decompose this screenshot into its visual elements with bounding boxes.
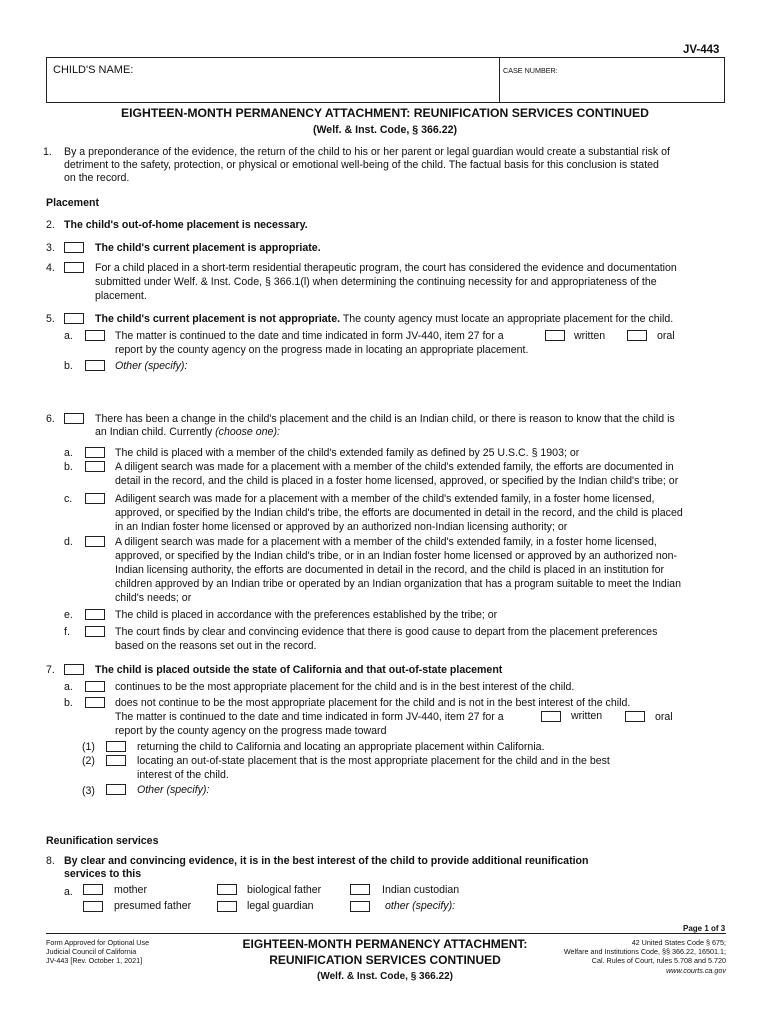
item-6d-checkbox[interactable] — [85, 536, 105, 547]
item-1-line: By a preponderance of the evidence, the return of the child to his or her parent or legal guardian would create a substantial risk of — [64, 146, 670, 158]
legal-guardian-label: legal guardian — [247, 900, 314, 912]
item-3-checkbox[interactable] — [64, 242, 84, 253]
item-6-line: There has been a change in the child's placement and the child is an Indian child, or there is reason to know that the child is — [95, 413, 675, 425]
item-7b2-line: interest of the child. — [137, 769, 229, 781]
item-6e-checkbox[interactable] — [85, 609, 105, 620]
footer-right-line: Cal. Rules of Court, rules 5.708 and 5.720 — [591, 956, 726, 965]
item-7b3-text: Other (specify): — [137, 784, 210, 796]
item-7b2-line: locating an out-of-state placement that is the most appropriate placement for the child and in the best — [137, 755, 610, 767]
item-5a-label: a. — [64, 330, 73, 342]
item-7-number: 7. — [46, 664, 55, 676]
item-6a-label: a. — [64, 447, 73, 459]
item-6b-checkbox[interactable] — [85, 461, 105, 472]
item-5-text: The child's current placement is not appropriate. The county agency must locate an appropriate placement for the child. — [95, 313, 674, 325]
item-6b-label: b. — [64, 461, 73, 473]
footer-title-line: EIGHTEEN-MONTH PERMANENCY ATTACHMENT: — [242, 937, 528, 951]
item-5b-text: Other (specify): — [115, 360, 188, 372]
item-7b2-label: (2) — [82, 755, 95, 767]
item-6c-line: in an Indian foster home licensed or approved by an authorized non-Indian licensing authority; or — [115, 521, 568, 533]
item-6d-line: Indian licensing authority, the efforts are documented in detail in the record, and the child is placed in an institution for — [115, 564, 665, 576]
biological-father-label: biological father — [247, 884, 322, 896]
item-8a-label: a. — [64, 886, 73, 898]
item-1-number: 1. — [43, 146, 52, 158]
presumed-father-checkbox[interactable] — [83, 901, 103, 912]
caption-divider — [499, 57, 500, 103]
item-7b-checkbox[interactable] — [85, 697, 105, 708]
item-6d-line: child's needs; or — [115, 592, 192, 604]
item-6a-text: The child is placed with a member of the child's extended family as defined by 25 U.S.C. § 1903; or — [115, 447, 580, 459]
item-7b3-label: (3) — [82, 785, 95, 797]
footer-subtitle: (Welf. & Inst. Code, § 366.22) — [317, 971, 453, 982]
item-5a-line: The matter is continued to the date and time indicated in form JV-440, item 27 for a — [115, 330, 504, 342]
footer-left-line: JV-443 [Rev. October 1, 2021] — [46, 956, 143, 965]
item-7b2-checkbox[interactable] — [106, 755, 126, 766]
item-6a-checkbox[interactable] — [85, 447, 105, 458]
caption-box — [46, 57, 725, 103]
item-8-number: 8. — [46, 855, 55, 867]
item-1-line: on the record. — [64, 172, 130, 184]
item-1-line: detriment to the safety, protection, or physical or emotional well-being of the child. The factual basis for this conclusion is stated — [64, 159, 659, 171]
footer-right-line: 42 United States Code § 675; — [631, 938, 726, 947]
form-subtitle: (Welf. & Inst. Code, § 366.22) — [312, 124, 458, 136]
form-number: JV-443 — [683, 44, 720, 56]
item-7a-checkbox[interactable] — [85, 681, 105, 692]
indian-custodian-label: Indian custodian — [382, 884, 460, 896]
case-number-label: CASE NUMBER: — [503, 66, 558, 75]
item-6c-line: approved, or specified by the Indian child's tribe, the efforts are documented in detail in the record, and the child is placed — [115, 507, 683, 519]
item-7b-line: The matter is continued to the date and time indicated in form JV-440, item 27 for a — [115, 711, 504, 723]
footer-url[interactable]: www.courts.ca.gov — [666, 966, 726, 975]
item-6f-line: The court finds by clear and convincing evidence that there is good cause to depart from the placement preferences — [115, 626, 658, 638]
footer-rule — [46, 933, 726, 934]
item-6b-line: detail in the record, and the child is placed in a foster home licensed, approved, or specified by the Indian child's tribe; or — [115, 475, 679, 487]
indian-custodian-checkbox[interactable] — [350, 884, 370, 895]
form-title: EIGHTEEN-MONTH PERMANENCY ATTACHMENT: REUNIFICATION SERVICES CONTINUED — [121, 106, 649, 120]
item-2-number: 2. — [46, 219, 55, 231]
item-5a-written-label: written — [574, 330, 606, 342]
item-7b-text: does not continue to be the most appropriate placement for the child and is not in the best interest of the child. — [115, 697, 631, 709]
item-6b-line: A diligent search was made for a placement with a member of the child's extended family, the efforts are documented in — [115, 461, 674, 473]
placement-heading: Placement — [46, 197, 99, 209]
item-7b-written-checkbox[interactable] — [541, 711, 561, 722]
item-5a-oral-checkbox[interactable] — [627, 330, 647, 341]
item-8-line: services to this — [64, 868, 142, 880]
item-7b1-label: (1) — [82, 741, 95, 753]
item-6f-label: f. — [64, 626, 70, 638]
item-3-text: The child's current placement is appropriate. — [95, 242, 321, 254]
item-6-number: 6. — [46, 413, 55, 425]
item-7-checkbox[interactable] — [64, 664, 84, 675]
item-5-checkbox[interactable] — [64, 313, 84, 324]
item-7b1-checkbox[interactable] — [106, 741, 126, 752]
item-6d-label: d. — [64, 536, 73, 548]
item-5a-checkbox[interactable] — [85, 330, 105, 341]
item-7b1-text: returning the child to California and locating an appropriate placement within California. — [137, 741, 545, 753]
item-7a-text: continues to be the most appropriate placement for the child and is in the best interest of the child. — [115, 681, 575, 693]
item-4-line: For a child placed in a short-term residential therapeutic program, the court has considered the evidence and documentation — [95, 262, 677, 274]
item-6-checkbox[interactable] — [64, 413, 84, 424]
item-5a-written-checkbox[interactable] — [545, 330, 565, 341]
item-2-text: The child's out-of-home placement is necessary. — [64, 219, 308, 231]
biological-father-checkbox[interactable] — [217, 884, 237, 895]
item-4-number: 4. — [46, 262, 55, 274]
footer-right-line: Welfare and Institutions Code, §§ 366.22, 16501.1; — [563, 947, 726, 956]
item-6d-line: approved, or specified by the Indian child's tribe, or in an Indian foster home licensed or approved by an authorized non- — [115, 550, 678, 562]
other-checkbox[interactable] — [350, 901, 370, 912]
item-4-line: placement. — [95, 290, 147, 302]
item-5a-line: report by the county agency on the progress made in locating an appropriate placement. — [115, 344, 529, 356]
item-7-text: The child is placed outside the state of California and that out-of-state placement — [95, 664, 503, 676]
item-6e-label: e. — [64, 609, 73, 621]
item-5b-checkbox[interactable] — [85, 360, 105, 371]
mother-label: mother — [114, 884, 147, 896]
page-label: Page 1 of 3 — [683, 924, 726, 933]
item-7a-label: a. — [64, 681, 73, 693]
item-6c-checkbox[interactable] — [85, 493, 105, 504]
item-7b3-checkbox[interactable] — [106, 784, 126, 795]
mother-checkbox[interactable] — [83, 884, 103, 895]
item-7b-line: report by the county agency on the progress made toward — [115, 725, 387, 737]
item-6c-line: Adiligent search was made for a placement with a member of the child's extended family, in a foster home licensed, — [115, 493, 655, 505]
item-6c-label: c. — [64, 493, 73, 505]
footer-left-line: Form Approved for Optional Use — [46, 938, 150, 947]
item-4-checkbox[interactable] — [64, 262, 84, 273]
item-7b-oral-label: oral — [655, 711, 673, 723]
item-5-number: 5. — [46, 313, 55, 325]
item-4-line: submitted under Welf. & Inst. Code, § 366.1(l) when determining the continuing necessity for and appropriateness of the — [95, 276, 657, 288]
item-7b-label: b. — [64, 697, 73, 709]
item-6f-line: based on the reasons set out in the record. — [115, 640, 317, 652]
legal-guardian-checkbox[interactable] — [217, 901, 237, 912]
footer-title-line: REUNIFICATION SERVICES CONTINUED — [269, 953, 501, 967]
item-6d-line: children approved by an Indian tribe or operated by an Indian organization that has a program suitable to meet the Indian — [115, 578, 681, 590]
item-7b-written-label: written — [571, 710, 603, 722]
reunification-heading: Reunification services — [46, 835, 159, 847]
childs-name-label: CHILD'S NAME: — [53, 64, 134, 76]
item-7b-oral-checkbox[interactable] — [625, 711, 645, 722]
item-6-line: an Indian child. Currently (choose one): — [95, 426, 280, 438]
item-8-line: By clear and convincing evidence, it is in the best interest of the child to provide additional reunification — [64, 855, 589, 867]
item-3-number: 3. — [46, 242, 55, 254]
presumed-father-label: presumed father — [114, 900, 192, 912]
item-6d-line: A diligent search was made for a placement with a member of the child's extended family, in a foster home licensed, — [115, 536, 657, 548]
item-6f-checkbox[interactable] — [85, 626, 105, 637]
footer-left-line: Judicial Council of California — [46, 947, 137, 956]
item-6e-text: The child is placed in accordance with the preferences established by the tribe; or — [115, 609, 498, 621]
item-5a-oral-label: oral — [657, 330, 675, 342]
item-5b-label: b. — [64, 360, 73, 372]
other-label: other (specify): — [385, 900, 456, 912]
